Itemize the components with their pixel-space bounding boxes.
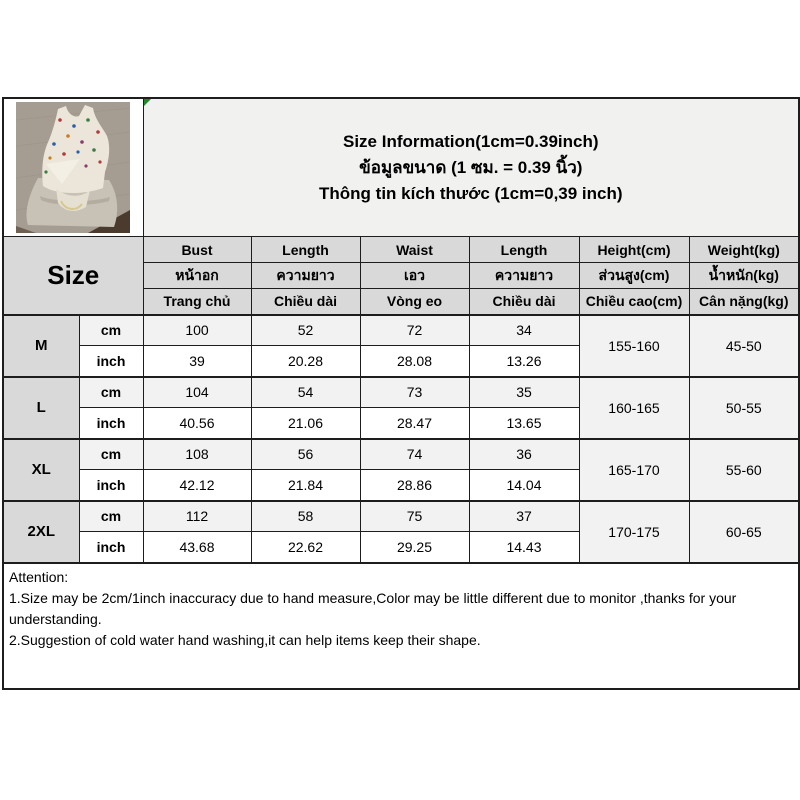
unit-label-cm: cm	[79, 501, 143, 532]
measurement-cell: 56	[251, 439, 360, 470]
unit-label-cm: cm	[79, 377, 143, 408]
size-row-l-cm	[3, 377, 799, 408]
product-photo	[16, 102, 130, 233]
title-th: ข้อมูลขนาด (1 ซม. = 0.39 นิ้ว)	[359, 157, 583, 177]
size-chart-table	[2, 97, 800, 690]
measurement-cell: 108	[143, 439, 251, 470]
attention-row	[3, 563, 799, 689]
col-header-length-vi: Chiều dài	[251, 289, 360, 315]
size-row-xl-cm	[3, 439, 799, 470]
measurement-cell: 21.06	[251, 408, 360, 439]
measurement-cell: 112	[143, 501, 251, 532]
size-corner-label: Size	[3, 237, 143, 315]
measurement-cell: 13.26	[469, 346, 579, 377]
measurement-cell: 28.08	[360, 346, 469, 377]
col-header-length: Length	[251, 237, 360, 263]
col-header-bust-vi: Trang chủ	[143, 289, 251, 315]
measurement-cell: 34	[469, 315, 579, 346]
weight-range-cell: 50-55	[689, 377, 799, 439]
measurement-cell: 100	[143, 315, 251, 346]
col-header-height-vi: Chiều cao(cm)	[579, 289, 689, 315]
measurement-cell: 35	[469, 377, 579, 408]
size-label-m: M	[3, 315, 79, 377]
measurement-cell: 74	[360, 439, 469, 470]
size-row-m-cm	[3, 315, 799, 346]
height-range-cell: 160-165	[579, 377, 689, 439]
measurement-cell: 21.84	[251, 470, 360, 501]
media-row	[3, 98, 799, 237]
col-header-bust-th: หน้าอก	[143, 263, 251, 289]
col-header-weight-th: น้ำหนัก(kg)	[689, 263, 799, 289]
size-label-xl: XL	[3, 439, 79, 501]
attention-heading: Attention:	[9, 568, 69, 585]
measurement-cell: 73	[360, 377, 469, 408]
cell-note-marker-icon	[144, 99, 151, 106]
measurement-cell: 13.65	[469, 408, 579, 439]
size-label-2xl: 2XL	[3, 501, 79, 563]
measurement-cell: 14.04	[469, 470, 579, 501]
size-label-l: L	[3, 377, 79, 439]
attention-note-2: 2.Suggestion of cold water hand washing,it can help items keep their shape.	[9, 631, 481, 648]
col-header-height: Height(cm)	[579, 237, 689, 263]
measurement-cell: 22.62	[251, 532, 360, 563]
col-header-waist-vi: Vòng eo	[360, 289, 469, 315]
attention-note-1: 1.Size may be 2cm/1inch inaccuracy due to hand measure,Color may be little different due to monitor ,thanks for your understanding.	[9, 589, 737, 627]
height-range-cell: 155-160	[579, 315, 689, 377]
col-header-waist-th: เอว	[360, 263, 469, 289]
measurement-cell: 42.12	[143, 470, 251, 501]
unit-label-inch: inch	[79, 470, 143, 501]
measurement-cell: 29.25	[360, 532, 469, 563]
unit-label-cm: cm	[79, 315, 143, 346]
height-range-cell: 170-175	[579, 501, 689, 563]
col-header-length2-th: ความยาว	[469, 263, 579, 289]
product-photo-cell	[3, 98, 143, 237]
measurement-cell: 58	[251, 501, 360, 532]
unit-label-inch: inch	[79, 346, 143, 377]
size-row-2xl-cm	[3, 501, 799, 532]
measurement-cell: 40.56	[143, 408, 251, 439]
col-header-height-th: ส่วนสูง(cm)	[579, 263, 689, 289]
col-header-length2-vi: Chiều dài	[469, 289, 579, 315]
col-header-waist: Waist	[360, 237, 469, 263]
weight-range-cell: 45-50	[689, 315, 799, 377]
measurement-cell: 37	[469, 501, 579, 532]
col-header-bust: Bust	[143, 237, 251, 263]
col-header-length2: Length	[469, 237, 579, 263]
col-header-length-th: ความยาว	[251, 263, 360, 289]
size-chart-sheet	[2, 97, 798, 690]
weight-range-cell: 60-65	[689, 501, 799, 563]
header-row-en	[3, 237, 799, 263]
measurement-cell: 28.47	[360, 408, 469, 439]
measurement-cell: 52	[251, 315, 360, 346]
measurement-cell: 75	[360, 501, 469, 532]
measurement-cell: 36	[469, 439, 579, 470]
measurement-cell: 43.68	[143, 532, 251, 563]
height-range-cell: 165-170	[579, 439, 689, 501]
measurement-cell: 20.28	[251, 346, 360, 377]
weight-range-cell: 55-60	[689, 439, 799, 501]
unit-label-cm: cm	[79, 439, 143, 470]
unit-label-inch: inch	[79, 532, 143, 563]
title-vi: Thông tin kích thước (1cm=0,39 inch)	[319, 183, 623, 203]
measurement-cell: 39	[143, 346, 251, 377]
measurement-cell: 72	[360, 315, 469, 346]
title-en: Size Information(1cm=0.39inch)	[343, 131, 599, 151]
unit-label-inch: inch	[79, 408, 143, 439]
measurement-cell: 28.86	[360, 470, 469, 501]
measurement-cell: 104	[143, 377, 251, 408]
col-header-weight: Weight(kg)	[689, 237, 799, 263]
col-header-weight-vi: Cân nặng(kg)	[689, 289, 799, 315]
attention-cell	[3, 563, 799, 689]
title-cell	[143, 98, 799, 237]
measurement-cell: 14.43	[469, 532, 579, 563]
measurement-cell: 54	[251, 377, 360, 408]
